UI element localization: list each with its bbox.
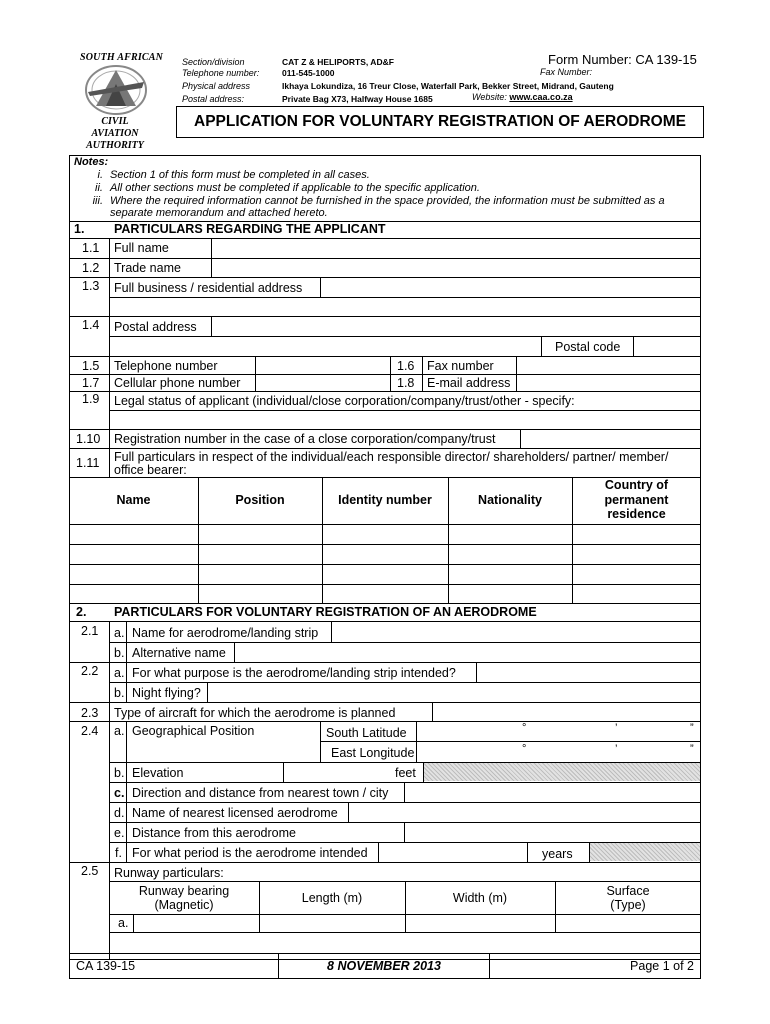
col-identity-number: Identity number: [338, 493, 432, 507]
postal-label: Postal address:: [182, 94, 245, 104]
purpose-input[interactable]: [477, 663, 700, 681]
field-number: 1.3: [82, 279, 100, 293]
address-label: Full business / residential address: [114, 281, 303, 295]
particulars-label-line1: Full particulars in respect of the individual/each responsible director/ shareholders/ partner/ member/: [114, 450, 669, 464]
runway-bearing-header: [109, 884, 259, 912]
sub-letter: b.: [114, 646, 125, 660]
postal-address-input[interactable]: [212, 317, 700, 335]
postal-code-label: Postal code: [555, 340, 621, 354]
col-nationality: Nationality: [478, 493, 542, 507]
field-number: 1.7: [82, 376, 100, 390]
field-number: 1.4: [82, 318, 100, 332]
sub-letter: d.: [114, 806, 125, 820]
period-label: For what period is the aerodrome intended: [132, 846, 368, 860]
field-number: 1.5: [82, 359, 100, 373]
minute-mark: ’: [615, 743, 618, 755]
sub-letter: f.: [115, 846, 122, 860]
cellular-label: Cellular phone number: [114, 376, 241, 390]
postal-code-input[interactable]: [634, 337, 700, 355]
runway-bearing-line: (Magnetic): [154, 898, 214, 912]
direction-distance-input[interactable]: [405, 783, 700, 801]
note-text: All other sections must be completed if applicable to the specific application.: [110, 182, 480, 194]
field-number: 1.11: [76, 456, 100, 470]
note-num: iii.: [92, 195, 103, 207]
aircraft-type-input[interactable]: [433, 703, 700, 720]
fax-input[interactable]: [517, 357, 700, 373]
postal-address-label: Postal address: [114, 320, 197, 334]
shaded-area: [424, 763, 700, 781]
sub-letter: e.: [114, 826, 125, 840]
col-country-line: Country of: [604, 478, 669, 492]
trade-name-label: Trade name: [114, 261, 181, 275]
degree-mark: °: [522, 722, 527, 734]
distance-aerodrome-label: Distance from this aerodrome: [132, 826, 296, 840]
latitude-input[interactable]: [417, 722, 700, 740]
field-number: 1.8: [397, 376, 415, 390]
fax-label-field: Fax number: [427, 359, 494, 373]
field-number: 2.5: [81, 864, 99, 878]
section-label: Section/division: [182, 57, 245, 67]
logo-line-1: CIVIL AVIATION: [91, 116, 139, 139]
footer-date: 8 NOVEMBER 2013: [278, 953, 490, 979]
note-text: Section 1 of this form must be completed in all cases.: [110, 169, 370, 181]
field-number: 2.1: [81, 624, 99, 638]
fax-label: Fax Number:: [540, 67, 593, 77]
longitude-input[interactable]: [417, 742, 700, 761]
page-title: APPLICATION FOR VOLUNTARY REGISTRATION OF AERODROME: [176, 106, 704, 138]
field-number: 1.6: [397, 359, 415, 373]
field-number: 1.1: [82, 241, 100, 255]
postal-value: Private Bag X73, Halfway House 1685: [282, 94, 433, 104]
col-name: Name: [116, 493, 151, 507]
runway-row-input[interactable]: [134, 915, 700, 931]
field-number: 1.9: [82, 392, 100, 406]
full-name-label: Full name: [114, 241, 169, 255]
phone-value: 011-545-1000: [282, 68, 335, 78]
footer-page-number: Page 1 of 2: [489, 953, 701, 979]
nearest-aerodrome-input[interactable]: [349, 803, 700, 821]
degree-mark: °: [522, 743, 527, 755]
note-text: Where the required information cannot be furnished in the space provided, the information must be submitted as a: [110, 195, 665, 207]
field-number: 1.10: [76, 432, 101, 446]
section-2-title: PARTICULARS FOR VOLUNTARY REGISTRATION OF AN AERODROME: [114, 605, 537, 619]
note-num: i.: [97, 169, 103, 181]
runway-particulars-label: Runway particulars:: [114, 866, 224, 880]
particulars-label-line2: office bearer:: [114, 463, 187, 477]
aerodrome-name-label: Name for aerodrome/landing strip: [132, 626, 319, 640]
personnel-table-body[interactable]: [70, 525, 700, 603]
logo-line-2: AUTHORITY: [86, 140, 144, 151]
field-number: 2.3: [81, 706, 99, 720]
period-input[interactable]: [379, 843, 526, 861]
second-mark: ”: [690, 722, 694, 734]
caa-logo-icon: [82, 62, 150, 116]
col-country-line: permanent: [604, 492, 669, 507]
south-latitude-label: South Latitude: [326, 726, 407, 740]
phone-label: Telephone number:: [182, 68, 260, 78]
website-link[interactable]: www.caa.co.za: [509, 92, 573, 102]
telephone-label: Telephone number: [114, 359, 218, 373]
second-mark: ”: [690, 743, 694, 755]
col-position: Position: [235, 493, 285, 507]
aerodrome-name-input[interactable]: [332, 622, 700, 641]
field-number: 1.2: [82, 261, 100, 275]
purpose-label: For what purpose is the aerodrome/landing strip intended?: [132, 666, 456, 680]
registration-number-input[interactable]: [521, 430, 700, 447]
logo-top-text: SOUTH AFRICAN: [80, 52, 164, 63]
website: [472, 92, 573, 102]
runway-surface-line: Surface: [606, 884, 650, 898]
physical-value: Ikhaya Lokundiza, 16 Treur Close, Waterfall Park, Bekker Street, Midrand, Gauteng: [282, 81, 614, 91]
full-name-input[interactable]: [212, 239, 700, 257]
website-label: Website:: [472, 92, 507, 102]
email-label: E-mail address: [427, 376, 511, 390]
geo-position-label: Geographical Position: [132, 724, 255, 738]
shaded-area: [590, 843, 700, 861]
note-num: ii.: [95, 182, 103, 194]
direction-distance-label: Direction and distance from nearest town / city: [132, 786, 389, 800]
notes-heading: Notes:: [74, 156, 109, 168]
section-value: CAT Z & HELIPORTS, AD&F: [282, 57, 394, 67]
logo-bottom-text: [82, 116, 148, 152]
night-flying-label: Night flying?: [132, 686, 201, 700]
field-number: 2.2: [81, 664, 99, 678]
col-country: [572, 478, 701, 522]
sub-letter: a.: [114, 724, 125, 738]
physical-label: Physical address: [182, 81, 251, 91]
minute-mark: ’: [615, 722, 618, 734]
field-number: 2.4: [81, 724, 99, 738]
address-input[interactable]: [321, 278, 700, 315]
note-continuation: separate memorandum and attached hereto.: [110, 207, 328, 219]
east-longitude-label: East Longitude: [331, 746, 415, 760]
col-country-line: residence: [607, 507, 666, 521]
runway-surface-header: [555, 884, 701, 912]
section-1-title: PARTICULARS REGARDING THE APPLICANT: [114, 222, 386, 236]
legal-status-input[interactable]: [110, 411, 700, 428]
nearest-aerodrome-label: Name of nearest licensed aerodrome: [132, 806, 338, 820]
alternative-name-input[interactable]: [235, 643, 700, 661]
runway-bearing-line: Runway bearing: [138, 884, 230, 898]
years-label: years: [542, 847, 573, 861]
section-1-number: 1.: [74, 222, 85, 236]
sub-letter: c.: [114, 786, 125, 800]
sub-letter: a.: [114, 626, 125, 640]
runway-row-letter: a.: [118, 916, 129, 930]
registration-number-label: Registration number in the case of a close corporation/company/trust: [114, 432, 496, 446]
aircraft-type-label: Type of aircraft for which the aerodrome is planned: [114, 706, 396, 720]
distance-aerodrome-input[interactable]: [405, 823, 700, 841]
elevation-input[interactable]: [284, 763, 388, 781]
elevation-label: Elevation: [132, 766, 184, 780]
email-input[interactable]: [517, 375, 700, 390]
legal-status-label: Legal status of applicant (individual/close corporation/company/trust/other - specify:: [114, 394, 575, 408]
cellular-input[interactable]: [256, 375, 389, 390]
telephone-input[interactable]: [256, 357, 389, 373]
runway-width-header: Width (m): [452, 891, 508, 905]
form-number: Form Number: CA 139-15: [548, 52, 697, 67]
alternative-name-label: Alternative name: [132, 646, 226, 660]
trade-name-input[interactable]: [212, 259, 700, 276]
sub-letter: b.: [114, 686, 125, 700]
night-flying-input[interactable]: [208, 683, 700, 701]
section-2-number: 2.: [76, 605, 87, 619]
feet-label: feet: [395, 766, 416, 780]
sub-letter: b.: [114, 766, 125, 780]
runway-length-header: Length (m): [301, 891, 363, 905]
footer-form-code: CA 139-15: [69, 953, 279, 979]
sub-letter: a.: [114, 666, 125, 680]
runway-surface-line: (Type): [610, 898, 646, 912]
